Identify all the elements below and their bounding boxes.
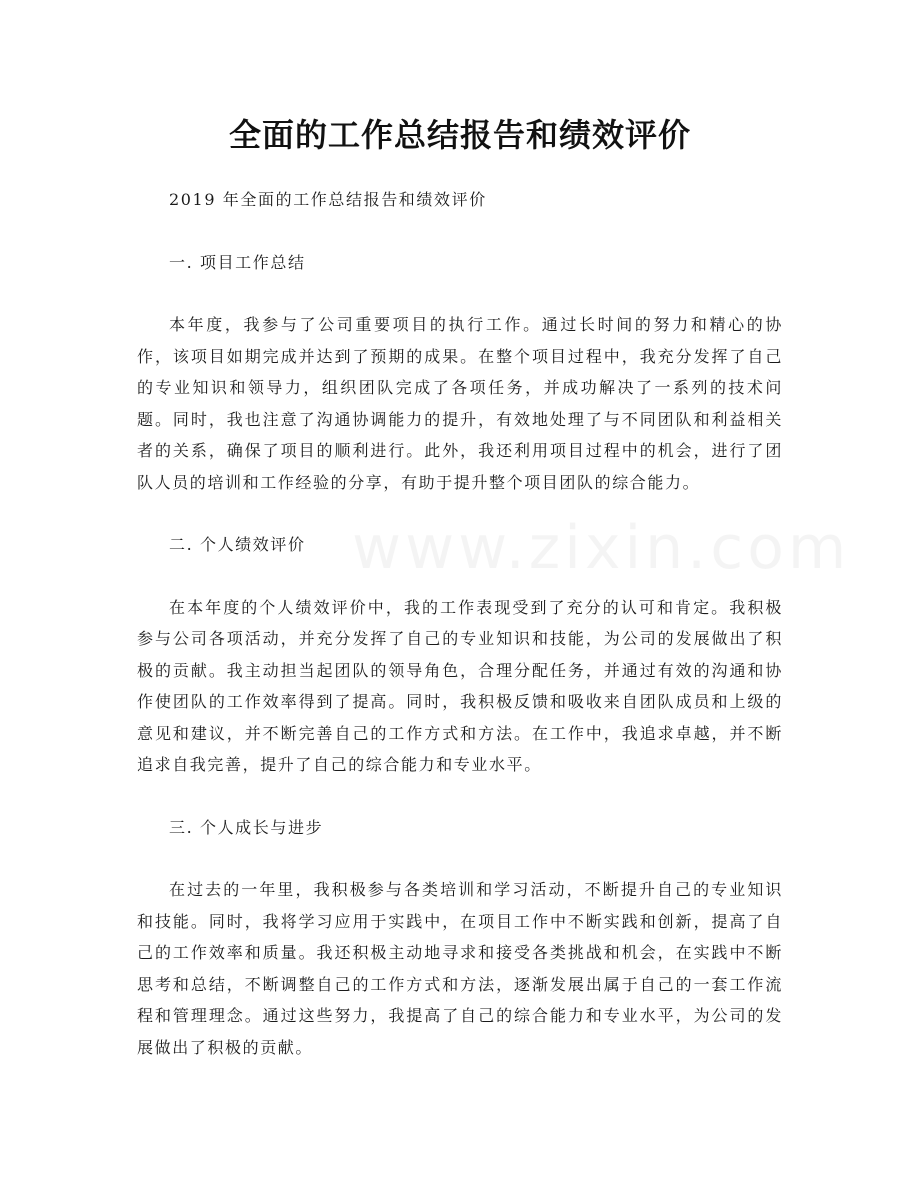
spacer: [137, 278, 783, 309]
section-3-heading: 三. 个人成长与进步: [169, 817, 324, 837]
section-2-heading: 二. 个人绩效评价: [169, 535, 306, 554]
spacer: [137, 498, 783, 529]
document-subtitle: 2019 年全面的工作总结报告和绩效评价: [169, 190, 487, 209]
section-1-paragraph: 本年度，我参与了公司重要项目的执行工作。通过长时间的努力和精心的协作，该项目如期完成并达到了预期的成果。在整个项目过程中，我充分发挥了自己的专业知识和领导力，组织团队完成了各项任务，并成功解决了一系列的技术问题。同时，我也注意了沟通协调能力的提升，有效地处理了与不同团队和利益相关者的关系，确保了项目的顺利进行。此外，我还利用项目过程中的机会，进行了团队人员的培训和工作经验的分享，有助于提升整个项目团队的综合能力。: [137, 315, 783, 492]
section-2-paragraph: 在本年度的个人绩效评价中，我的工作表现受到了充分的认可和肯定。我积极参与公司各项活动，并充分发挥了自己的专业知识和技能，为公司的发展做出了积极的贡献。我主动担当起团队的领导角色，合理分配任务，并通过有效的沟通和协作使团队的工作效率得到了提高。同时，我积极反馈和吸收来自团队成员和上级的意见和建议，并不断完善自己的工作方式和方法。在工作中，我追求卓越，并不断追求自我完善，提升了自己的综合能力和专业水平。: [137, 597, 783, 774]
section-3-paragraph: 在过去的一年里，我积极参与各类培训和学习活动，不断提升自己的专业知识和技能。同时，我将学习应用于实践中，在项目工作中不断实践和创新，提高了自己的工作效率和质量。我还积极主动地寻求和接受各类挑战和机会，在实践中不断思考和总结，不断调整自己的工作方式和方法，逐渐发展出属于自己的一套工作流程和管理理念。通过这些努力，我提高了自己的综合能力和专业水平，为公司的发展做出了积极的贡献。: [137, 880, 783, 1057]
spacer: [137, 216, 783, 247]
spacer: [137, 561, 783, 592]
section-1-heading: 一. 项目工作总结: [169, 252, 306, 272]
document-body: [137, 184, 783, 1063]
spacer: [137, 781, 783, 812]
spacer: [137, 843, 783, 874]
document-title: 全面的工作总结报告和绩效评价: [228, 116, 691, 154]
